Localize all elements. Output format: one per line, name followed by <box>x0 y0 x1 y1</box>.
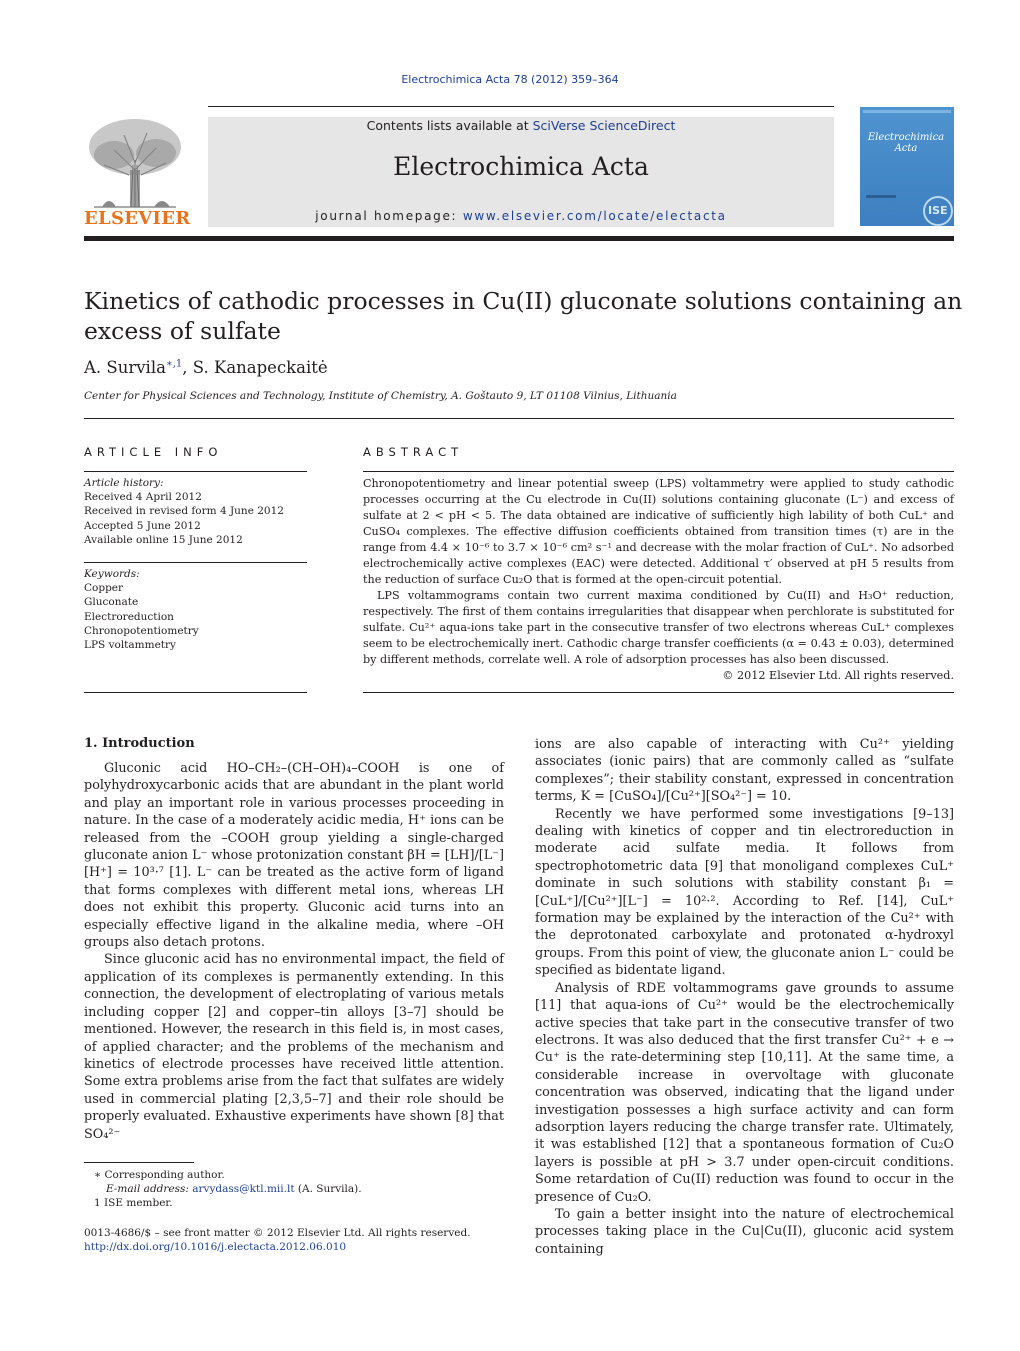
keyword: Copper <box>84 582 124 595</box>
article-info-rule <box>84 692 307 693</box>
journal-cover-image[interactable] <box>860 107 954 226</box>
abstract-rule <box>363 692 954 693</box>
keywords <box>84 567 199 652</box>
left-column <box>84 760 504 1143</box>
history-label: Article history: <box>84 477 164 489</box>
contents-line <box>208 118 834 133</box>
email-link[interactable]: arvydass@ktl.mii.lt <box>192 1183 295 1196</box>
homepage-line <box>208 209 834 223</box>
affiliation-rule <box>84 418 954 419</box>
front-matter <box>84 1226 471 1254</box>
publisher-logo-text: ELSEVIER <box>84 208 191 229</box>
keyword: LPS voltammetry <box>84 639 176 652</box>
body-paragraph: Since gluconic acid has no environmental impact, the field of application of its complexes is permanently extending. In this connection, the development of electroplating of various metals including copper [2] and copper–tin alloys [3–7] should be mentioned. However, the research in this field is, in most cases, of applied character; and the problems of the mechanism and kinetics of electrode processes have received little attention. Some extra problems arise from the fact that sulfates are widely used in commercial plating [2,3,5–7] and their role should be properly evaluated. Exhaustive experiments have shown [8] that SO₄²⁻ <box>84 952 504 1142</box>
author-list <box>84 358 328 377</box>
author-footnote-marks[interactable]: ∗,1 <box>165 358 183 370</box>
affiliation: Center for Physical Sciences and Technology, Institute of Chemistry, A. Goštauto 9, LT 01108 Vilnius, Lithuania <box>84 390 677 402</box>
body-paragraph: ions are also capable of interacting with Cu²⁺ yielding associates (ionic pairs) that are commonly called as “sulfate complexes”; their stability constant, expressed in concentration terms, K = [CuSO₄]/[Cu²⁺][SO₄²⁻] = 10. <box>535 737 954 805</box>
homepage-prefix: journal homepage: <box>315 209 463 223</box>
author-name: A. Survila <box>84 358 166 377</box>
abstract-rule <box>363 471 954 472</box>
cover-title: Electrochimica Acta <box>867 132 945 154</box>
cover-badge: ISE <box>928 204 948 217</box>
footnote-rule <box>84 1162 194 1163</box>
footnotes <box>84 1168 362 1211</box>
body-paragraph: Recently we have performed some investigations [9–13] dealing with kinetics of copper and tin electroreduction in moderate acid sulfate media. It follows from spectrophotometric data [9] that monoligand complexes CuL⁺ dominate in such solutions with stability constant β₁ = [CuL⁺]/[Cu²⁺][L⁻] = 10²·². According to Ref. [14], CuL⁺ formation may be explained by the interaction of the Cu²⁺ with the deprotonated carboxylate and protonated α-hydroxyl groups. From this point of view, the gluconate anion L⁻ could be specified as bidentate ligand. <box>535 806 954 979</box>
email-suffix: (A. Survila). <box>294 1183 362 1196</box>
sciencedirect-link[interactable]: SciVerse ScienceDirect <box>532 118 676 133</box>
footnote-corresponding: ∗ Corresponding author. <box>94 1169 225 1181</box>
keywords-label: Keywords: <box>84 568 140 580</box>
contents-prefix: Contents lists available at <box>366 118 533 133</box>
keyword: Gluconate <box>84 596 139 609</box>
abstract-body <box>363 476 954 684</box>
footnote-ise: 1 ISE member. <box>94 1197 173 1210</box>
journal-name: Electrochimica Acta <box>393 152 649 181</box>
body-paragraph: Gluconic acid HO–CH₂–(CH–OH)₄–COOH is one of polyhydroxycarbonic acids that are abundant in the plant world and play an important role in various processes proceeding in nature. In the case of a moderately acidic media, H⁺ ions can be released from the –COOH group yielding a single-charged gluconate anion L⁻ whose protonization constant βH = [LH]/[L⁻][H⁺] = 10³·⁷ [1]. L⁻ can be treated as the active form of ligand that forms complexes with different metal ions, whereas LH does not exhibit this property. Gluconic acid turns into an especially effective ligand in the alkaline media, where –OH groups also detach protons. <box>84 761 504 951</box>
abstract-paragraph: Chronopotentiometry and linear potential sweep (LPS) voltammetry were applied to study cathodic processes occurring at the Cu electrode in Cu(II) solutions containing gluconate (L⁻) and excess of sulfate at 2 < pH < 5. The data obtained are indicative of sufficiently high lability of both CuL⁺ and CuSO₄ complexes. The effective diffusion coefficients obtained from transition times (τ) are in the range from 4.4 × 10⁻⁶ to 3.7 × 10⁻⁶ cm² s⁻¹ and decrease with the molar fraction of CuL⁺. No adsorbed electrochemically active complexes (EAC) were detected. Additional τ′ observed at pH 5 results from the reduction of surface Cu₂O that is formed at the open-circuit potential. <box>363 477 954 586</box>
history-item: Available online 15 June 2012 <box>84 533 243 546</box>
history-item: Received in revised form 4 June 2012 <box>84 505 284 518</box>
homepage-link[interactable]: www.elsevier.com/locate/electacta <box>462 209 727 223</box>
journal-reference-link[interactable]: Electrochimica Acta 78 (2012) 359–364 <box>401 73 619 86</box>
body-paragraph: Analysis of RDE voltammograms gave grounds to assume [11] that aqua-ions of Cu²⁺ would be the electrochemically active species that take part in the consecutive transfer of two electrons. It was also deduced that the first transfer Cu²⁺ + e → Cu⁺ is the rate-determining step [10,11]. At the same time, a considerable increase in overvoltage with gluconate concentration was observed, indicating that the ligand under investigation possesses a high surface activity and can form adsorption layers reducing the charge transfer rate. Ultimately, it was established [12] that a spontaneous formation of Cu₂O layers is possible at pH > 3.7 under open-circuit conditions. Some retardation of Cu(II) reduction was found to occur in the presence of Cu₂O. <box>535 980 954 1205</box>
article-info-heading: ARTICLE INFO <box>84 445 223 459</box>
abstract-paragraph: LPS voltammograms contain two current maxima conditioned by Cu(II) and H₃O⁺ reduction, respectively. The first of them contains irregularities that disappear when perchlorate is substituted for sulfate. Cu²⁺ aqua-ions take part in the consecutive transfer of two electrons whereas CuL⁺ complexes seem to be electrochemically inert. Cathodic charge transfer coefficients (α = 0.43 ± 0.03), determined by different methods, correlate well. A role of adsorption processes has also been discussed. <box>363 589 954 666</box>
right-column <box>535 736 954 1258</box>
article-info-rule <box>84 471 307 472</box>
body-paragraph: To gain a better insight into the nature of electrochemical processes taking place in the Cu|Cu(II), gluconic acid system containing <box>535 1206 954 1257</box>
article-info-rule <box>84 562 307 563</box>
author-separator: , <box>182 358 193 377</box>
history-item: Accepted 5 June 2012 <box>84 519 201 532</box>
article-history <box>84 476 284 547</box>
footnote-email <box>84 1182 362 1196</box>
article-title: Kinetics of cathodic processes in Cu(II) gluconate solutions containing an excess of sulfate <box>84 287 963 345</box>
section-heading: 1. Introduction <box>84 736 195 751</box>
header-top-rule <box>208 106 834 107</box>
history-item: Received 4 April 2012 <box>84 491 202 504</box>
copyright-line: © 2012 Elsevier Ltd. All rights reserved. <box>722 669 954 682</box>
abstract-heading: ABSTRACT <box>363 445 464 459</box>
email-label: E-mail address: <box>106 1183 193 1196</box>
keyword: Electroreduction <box>84 610 174 623</box>
doi-link[interactable]: http://dx.doi.org/10.1016/j.electacta.2012.06.010 <box>84 1241 347 1254</box>
keyword: Chronopotentiometry <box>84 624 199 637</box>
issn-line: 0013-4686/$ – see front matter © 2012 Elsevier Ltd. All rights reserved. <box>84 1227 471 1239</box>
header-thick-rule <box>84 236 954 241</box>
author-name: S. Kanapeckaitė <box>192 358 328 377</box>
